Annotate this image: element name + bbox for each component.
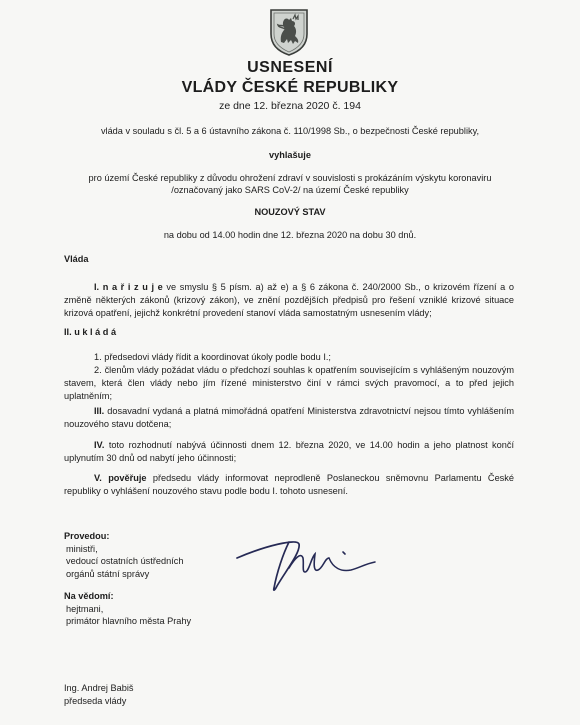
- document-subtitle: VLÁDY ČESKÉ REPUBLIKY: [181, 79, 399, 96]
- section-5-text: předsedu vlády informovat neprodleně Poslaneckou sněmovnu Parlamentu České republiky o vyhlášení nouzového stavu podle bodu I. tohoto usnesení.: [64, 473, 514, 497]
- section-3-label: III.: [94, 406, 105, 416]
- notice-line: hejtmani,: [66, 603, 104, 614]
- section-3: [64, 405, 514, 431]
- executed-by: [64, 530, 183, 580]
- territory-line-2: /označovaný jako SARS CoV-2/ na území České republiky: [171, 185, 409, 195]
- section-2-item-1: [64, 351, 514, 364]
- legal-basis: vláda v souladu s čl. 5 a 6 ústavního zákona č. 110/1998 Sb., o bezpečnosti České republiky,: [100, 126, 480, 136]
- section-1-label: I. n a ř i z u j e: [94, 282, 163, 292]
- document-date: ze dne 12. března 2020 č. 194: [219, 100, 361, 112]
- section-4-label: IV.: [94, 440, 105, 450]
- notice-label: Na vědomí:: [64, 591, 114, 601]
- executed-line: ministři,: [66, 543, 98, 554]
- signatory: [64, 682, 133, 708]
- handwritten-signature: [225, 528, 390, 598]
- section-2-item-2-text: 2. členům vlády požádat vládu o předchozí souhlas k opatřením souvisejícím s vyhlášeným nouzovým stavem, která člen vlády nebo jím řízené ministerstvo činí v rámci svých pravomocí, a to před jejich uplatněním;: [64, 365, 514, 402]
- signatory-role: předseda vlády: [64, 696, 127, 706]
- section-4-text: toto rozhodnutí nabývá účinnosti dnem 12. března 2020, ve 14.00 hodin a jeho platnost končí uplynutím 30 dnů od nabytí jeho účinnosti;: [64, 440, 514, 464]
- government-heading: Vláda: [64, 254, 89, 264]
- section-5: [64, 472, 514, 498]
- czech-lion-coat-of-arms-icon: [268, 8, 310, 56]
- executed-line: orgánů státní správy: [66, 568, 150, 579]
- executed-label: Provedou:: [64, 531, 110, 541]
- for-notice: [64, 590, 191, 628]
- territory-line-1: pro území České republiky z důvodu ohrožení zdraví v souvislosti s prokázáním výskytu koronaviru: [88, 173, 492, 183]
- section-4: [64, 439, 514, 465]
- section-2-label: II. u k l á d á: [64, 327, 117, 337]
- executed-line: vedoucí ostatních ústředních: [66, 556, 184, 566]
- document-title: USNESENÍ: [247, 59, 333, 76]
- section-3-text: dosavadní vydaná a platná mimořádná opatření Ministerstva zdravotnictví nejsou tímto vyhlášením nouzového stavu dotčena;: [64, 406, 514, 430]
- section-5-label: V. pověřuje: [94, 473, 147, 483]
- notice-line: primátor hlavního města Prahy: [66, 616, 192, 626]
- state-heading: NOUZOVÝ STAV: [254, 207, 326, 217]
- declares-heading: vyhlašuje: [269, 150, 311, 160]
- signatory-name: Ing. Andrej Babiš: [64, 683, 134, 693]
- duration-line: na dobu od 14.00 hodin dne 12. března 2020 na dobu 30 dnů.: [163, 230, 417, 240]
- section-1-text: ve smyslu § 5 písm. a) až e) a § 6 zákona č. 240/2000 Sb., o krizovém řízení a o změně některých zákonů (krizový zákon), ve znění pozdějších předpisů pro řešení vzniklé krizové situace krizová opatření, jejichž konkrétní provedení stanoví vláda samostatným usnesením vlády;: [64, 282, 514, 319]
- section-2-item-1-text: 1. předsedovi vlády řídit a koordinovat úkoly podle bodu I.;: [94, 352, 331, 362]
- section-1: [64, 281, 514, 321]
- section-2-item-2: [64, 364, 514, 404]
